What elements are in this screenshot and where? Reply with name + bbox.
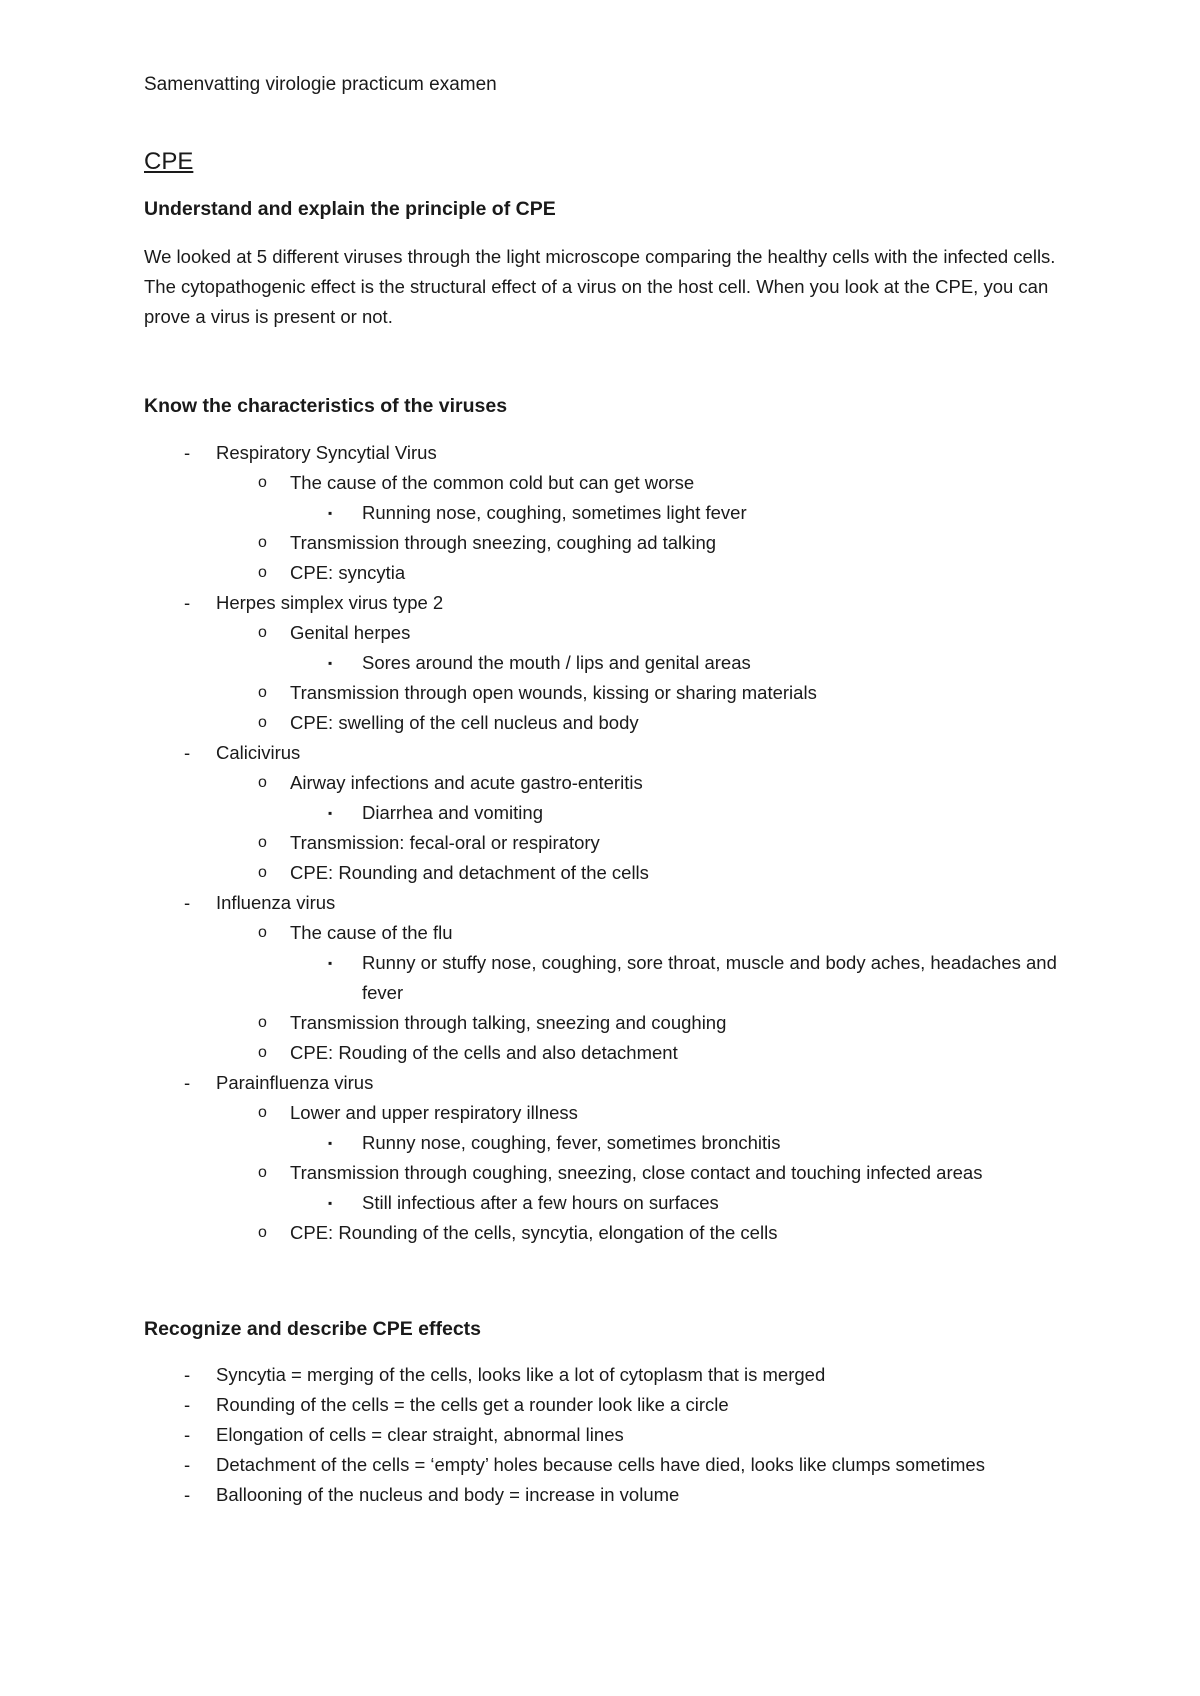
list-item-text: CPE: syncytia [290, 562, 406, 583]
list-item [144, 768, 1104, 798]
list-item-text: Rounding of the cells = the cells get a rounder look like a circle [216, 1394, 729, 1415]
list-item [144, 618, 1104, 648]
list-item [144, 438, 1104, 468]
list-item-text: Genital herpes [290, 622, 411, 643]
list-item [144, 1098, 1104, 1128]
list-item [144, 798, 1104, 828]
bullet-marker: ▪ [328, 656, 333, 670]
list-item-text: Lower and upper respiratory illness [290, 1102, 578, 1123]
list-item [144, 1390, 1104, 1420]
bullet-marker: o [258, 564, 267, 581]
bullet-marker: o [258, 864, 267, 881]
list-item-text: Runny or stuffy nose, coughing, sore throat, muscle and body aches, headaches and fever [362, 952, 1057, 1003]
list-item-text: Still infectious after a few hours on surfaces [362, 1192, 719, 1213]
bullet-marker: o [258, 924, 267, 941]
list-item-text: Calicivirus [216, 742, 301, 763]
list-item-text: Transmission through open wounds, kissing or sharing materials [290, 682, 817, 703]
bullet-marker: o [258, 1104, 267, 1121]
list-item-text: Sores around the mouth / lips and genital areas [362, 652, 751, 673]
bullet-marker: - [184, 1484, 191, 1505]
bullet-marker: ▪ [328, 506, 333, 520]
list-item [144, 1008, 1104, 1038]
list-item [144, 1480, 1104, 1510]
list-item [144, 858, 1104, 888]
list-item [144, 468, 1104, 498]
list-item-text: Detachment of the cells = ‘empty’ holes because cells have died, looks like clumps sometimes [216, 1454, 985, 1475]
bullet-marker: o [258, 474, 267, 491]
list-item [144, 1360, 1104, 1390]
list-item [144, 1038, 1104, 1068]
list-item-text: Running nose, coughing, sometimes light fever [362, 502, 747, 523]
principle-heading: Understand and explain the principle of CPE [144, 198, 556, 220]
list-item-text: Herpes simplex virus type 2 [216, 592, 444, 613]
bullet-marker: o [258, 1164, 267, 1181]
bullet-marker: - [184, 742, 191, 763]
list-item [144, 648, 1104, 678]
list-item-text: Transmission through talking, sneezing and coughing [290, 1012, 727, 1033]
list-item [144, 1128, 1104, 1158]
list-item [144, 678, 1104, 708]
list-item [144, 588, 1104, 618]
list-item-text: Ballooning of the nucleus and body = increase in volume [216, 1484, 680, 1505]
bullet-marker: - [184, 1454, 191, 1475]
list-item-text: The cause of the common cold but can get worse [290, 472, 695, 493]
principle-paragraph: We looked at 5 different viruses through the light microscope comparing the healthy cells with the infected cells. The cytopathogenic effect is the structural effect of a virus on the host cell. When you look at the CPE, you can prove a virus is present or not. [144, 246, 1056, 327]
list-item [144, 1218, 1104, 1248]
list-item [144, 1450, 1104, 1480]
bullet-marker: - [184, 1424, 191, 1445]
bullet-marker: o [258, 774, 267, 791]
section-title: CPE [144, 148, 194, 175]
list-item-text: Transmission through sneezing, coughing ad talking [290, 532, 717, 553]
list-item [144, 528, 1104, 558]
list-item-text: CPE: swelling of the cell nucleus and body [290, 712, 639, 733]
document-title: Samenvatting virologie practicum examen [144, 74, 497, 95]
list-item [144, 1158, 1104, 1188]
list-item [144, 918, 1104, 948]
list-item [144, 738, 1104, 768]
bullet-marker: ▪ [328, 1136, 333, 1150]
list-item [144, 828, 1104, 858]
effects-list [144, 1360, 1104, 1510]
list-item [144, 708, 1104, 738]
bullet-marker: - [184, 1072, 191, 1093]
list-item [144, 558, 1104, 588]
list-item-text: Diarrhea and vomiting [362, 802, 543, 823]
bullet-marker: - [184, 442, 191, 463]
list-item-text: Influenza virus [216, 892, 336, 913]
list-item-text: The cause of the flu [290, 922, 453, 943]
characteristics-list [144, 438, 1104, 1248]
list-item-text: CPE: Rouding of the cells and also detachment [290, 1042, 678, 1063]
bullet-marker: - [184, 592, 191, 613]
list-item-text: Respiratory Syncytial Virus [216, 442, 437, 463]
bullet-marker: o [258, 684, 267, 701]
bullet-marker: o [258, 534, 267, 551]
bullet-marker: o [258, 714, 267, 731]
list-item-text: Parainfluenza virus [216, 1072, 374, 1093]
list-item-text: Transmission through coughing, sneezing, close contact and touching infected areas [290, 1162, 983, 1183]
bullet-marker: ▪ [328, 1196, 333, 1210]
list-item [144, 1188, 1104, 1218]
bullet-marker: o [258, 624, 267, 641]
effects-heading: Recognize and describe CPE effects [144, 1318, 482, 1340]
list-item [144, 1420, 1104, 1450]
list-item-text: CPE: Rounding of the cells, syncytia, elongation of the cells [290, 1222, 778, 1243]
bullet-marker: o [258, 1044, 267, 1061]
list-item-text: Syncytia = merging of the cells, looks like a lot of cytoplasm that is merged [216, 1364, 826, 1385]
list-item-text: Elongation of cells = clear straight, abnormal lines [216, 1424, 624, 1445]
bullet-marker: o [258, 1224, 267, 1241]
list-item-text: Airway infections and acute gastro-enteritis [290, 772, 643, 793]
characteristics-heading: Know the characteristics of the viruses [144, 395, 508, 417]
bullet-marker: o [258, 1014, 267, 1031]
list-item-text: Transmission: fecal-oral or respiratory [290, 832, 600, 853]
list-item [144, 948, 1104, 1008]
list-item-text: Runny nose, coughing, fever, sometimes bronchitis [362, 1132, 781, 1153]
list-item-text: CPE: Rounding and detachment of the cells [290, 862, 649, 883]
bullet-marker: ▪ [328, 806, 333, 820]
list-item [144, 1068, 1104, 1098]
bullet-marker: o [258, 834, 267, 851]
list-item [144, 888, 1104, 918]
list-item [144, 498, 1104, 528]
bullet-marker: - [184, 1364, 191, 1385]
bullet-marker: - [184, 892, 191, 913]
bullet-marker: - [184, 1394, 191, 1415]
bullet-marker: ▪ [328, 956, 333, 970]
